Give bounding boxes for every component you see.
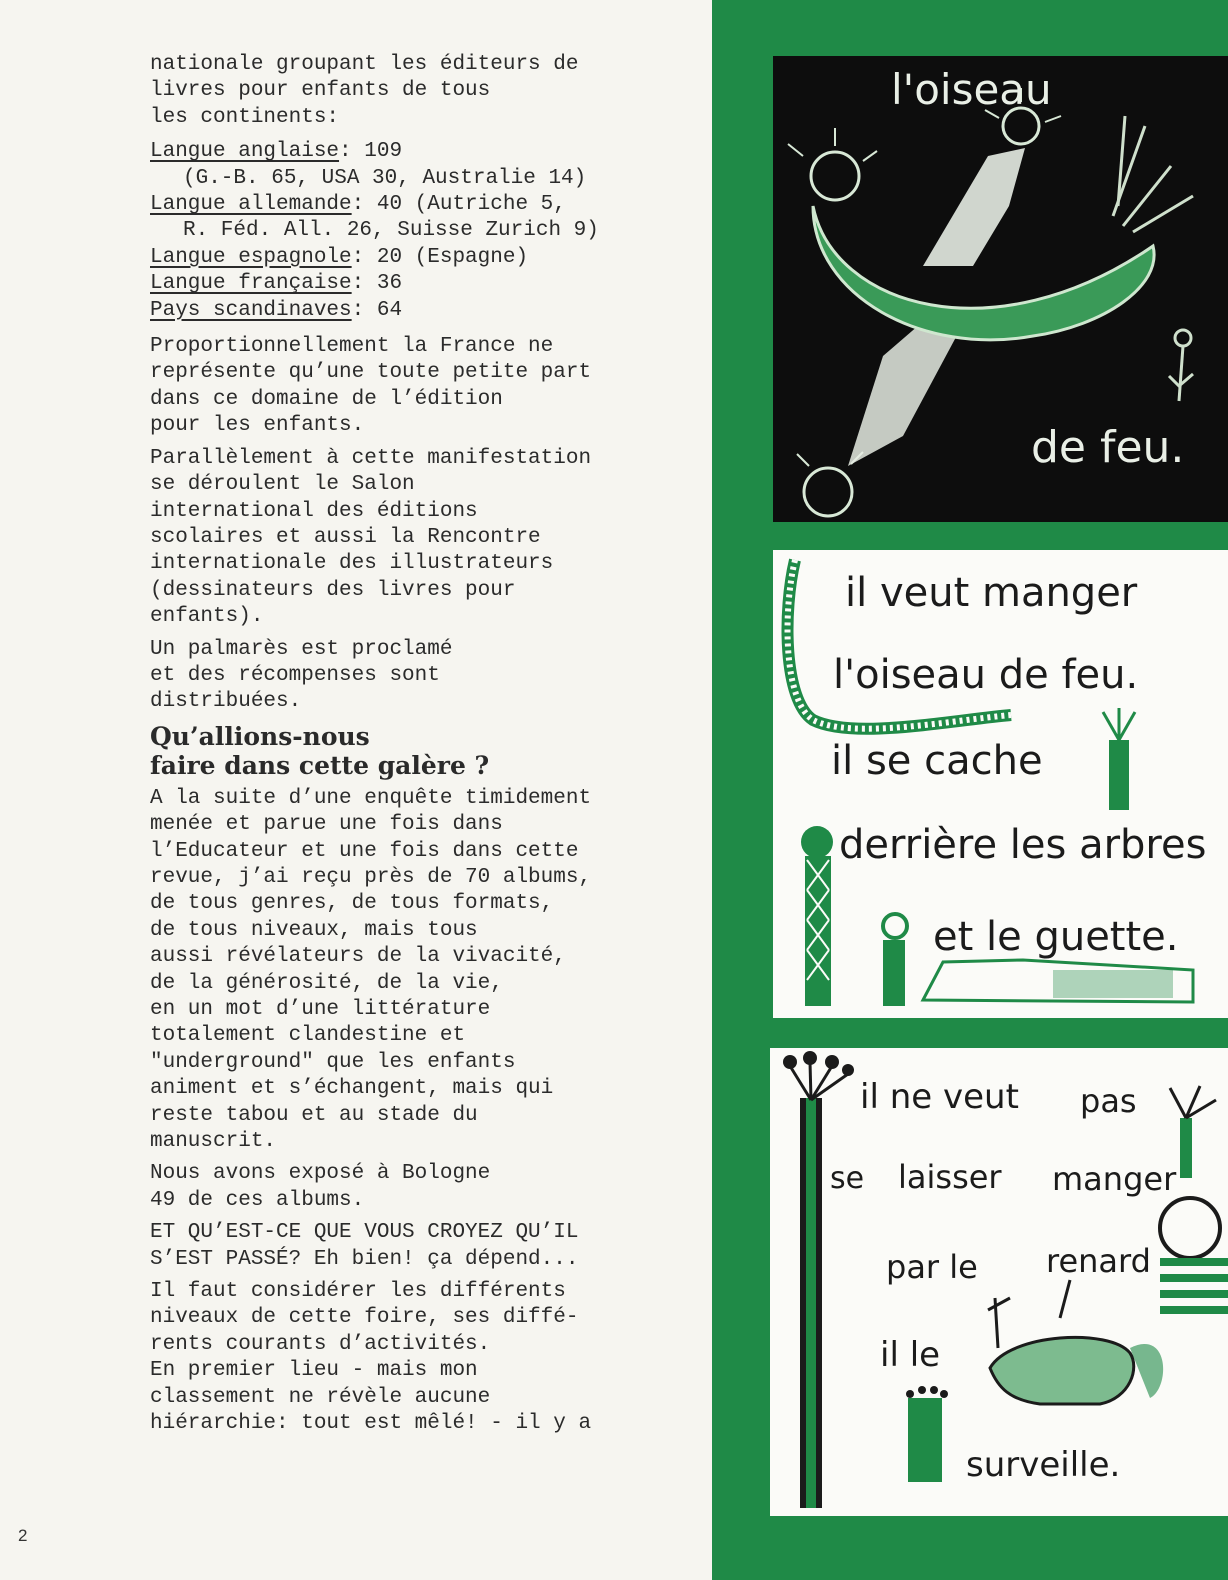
paragraph: ET QU’EST-CE QUE VOUS CROYEZ QU’IL S’EST PASSÉ? Eh bien! ça dépend... xyxy=(150,1221,579,1271)
paragraph: A la suite d’une enquête timidement menée et parue une fois dans l’Educateur et une fois dans cette revue, j’ai reçu près de 70 albums, de tous genres, de tous formats, de tous niveaux, mais tous aussi révélateurs de la vivacité, de la générosité, de la vie, en un mot d’une littérature totalement clandestine et "underground" que les enfants animent et s’échangent, mais qui reste tabou et au stade du manuscrit. xyxy=(150,786,592,1154)
illustration-caption-2c: manger xyxy=(1052,1160,1177,1198)
language-list xyxy=(150,139,710,324)
language-row xyxy=(150,192,710,218)
paragraph: Proportionnellement la France ne représente qu’une toute petite part dans ce domaine de l’édition pour les enfants. xyxy=(150,335,592,438)
language-label: Langue française xyxy=(150,272,352,296)
language-label: Langue anglaise xyxy=(150,140,340,164)
illustration-fox-watches xyxy=(770,1048,1228,1516)
illustration-caption-2b: laisser xyxy=(898,1158,1002,1196)
intro-paragraph: nationale groupant les éditeurs de livres pour enfants de tous les continents: xyxy=(150,53,579,129)
language-count: : 36 xyxy=(351,272,403,296)
page-number: 2 xyxy=(18,1526,28,1545)
illustration-caption-1b: pas xyxy=(1080,1082,1137,1120)
language-detail: R. Féd. All. 26, Suisse Zurich 9) xyxy=(183,219,599,243)
illustration-caption-3: il se cache xyxy=(831,738,1043,784)
language-label: Langue allemande xyxy=(150,193,352,217)
language-row xyxy=(150,271,710,297)
paragraph: Un palmarès est proclamé et des récompenses sont distribuées. xyxy=(150,637,453,714)
illustration-caption-2: l'oiseau de feu. xyxy=(833,652,1139,698)
language-detail: (G.-B. 65, USA 30, Australie 14) xyxy=(183,166,587,190)
illustration-caption-3a: par le xyxy=(886,1248,978,1286)
illustration-caption-1: il veut manger xyxy=(845,570,1138,616)
language-count: : 109 xyxy=(339,140,403,164)
illustration-caption-4: il le xyxy=(880,1335,941,1375)
paragraph: Parallèlement à cette manifestation se déroulent le Salon international des éditions scolaires et aussi la Rencontre internationale des illustrateurs (dessinateurs des livres pour enfants). xyxy=(150,446,592,629)
illustration-caption-1: l'oiseau xyxy=(891,65,1052,114)
language-row xyxy=(150,139,710,165)
illustration-caption-1: il ne veut xyxy=(860,1077,1019,1117)
illustration-caption-5: et le guette. xyxy=(933,914,1179,960)
language-count: : 20 (Espagne) xyxy=(351,245,529,269)
illustration-caption-2a: se xyxy=(830,1161,865,1196)
language-count: : 40 (Autriche 5, xyxy=(351,193,566,217)
paragraph: Il faut considérer les différents niveaux de cette foire, ses diffé- rents courants d’activités. En premier lieu - mais mon classement ne révèle aucune hiérarchie: tout est mêlé! - il y a xyxy=(150,1280,592,1436)
illustration-caption-5: surveille. xyxy=(966,1445,1121,1485)
illustration-caption-2: de feu. xyxy=(1031,422,1185,473)
language-row xyxy=(150,245,710,271)
language-label: Langue espagnole xyxy=(150,245,352,269)
language-label: Pays scandinaves xyxy=(150,298,352,322)
text-column xyxy=(150,52,710,1444)
paragraph: Nous avons exposé à Bologne 49 de ces albums. xyxy=(150,1162,491,1212)
illustration-fox-hides xyxy=(773,550,1228,1018)
illustration-caption-4: derrière les arbres xyxy=(839,822,1207,868)
illustration-firebird xyxy=(773,56,1228,522)
language-count: : 64 xyxy=(351,298,403,322)
illustration-caption-3b: renard xyxy=(1046,1242,1151,1280)
language-row xyxy=(150,298,710,324)
section-heading: Qu’allions-nous faire dans cette galère ? xyxy=(150,721,490,780)
